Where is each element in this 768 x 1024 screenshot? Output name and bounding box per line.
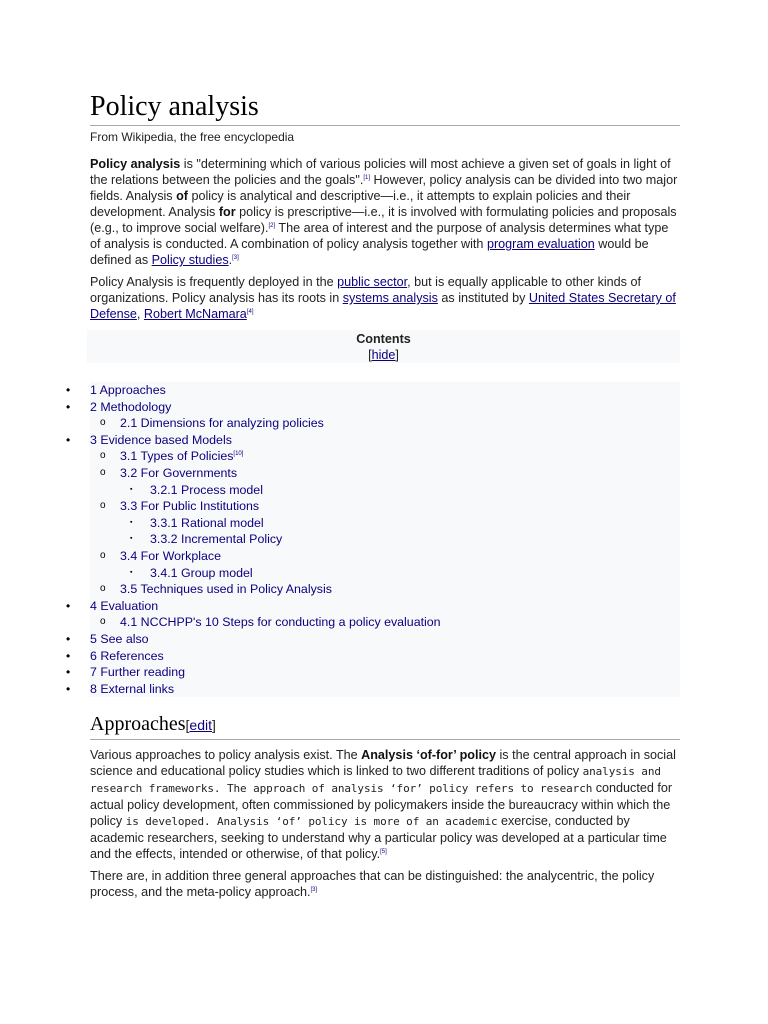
toc-list: [66, 382, 680, 697]
intro-paragraph-2: Policy Analysis is frequently deployed in the public sector, but is equally applicable to other kinds of organizations. Policy analysis has its roots in systems analysis as instituted by United States Secretary of Defense, Robert McNamara[4]: [90, 275, 676, 321]
toc-item[interactable]: • 2 Methodology: [66, 399, 172, 414]
reference-4[interactable]: [4]: [246, 308, 254, 315]
toc-item[interactable]: ▪ 3.3.2 Incremental Policy: [130, 532, 283, 547]
toc-item[interactable]: • 7 Further reading: [66, 665, 186, 680]
toc-title: Contents: [356, 332, 411, 346]
link-program-evaluation[interactable]: program evaluation: [486, 237, 595, 251]
toc-item[interactable]: ▪ 3.2.1 Process model: [130, 482, 263, 497]
toc-item[interactable]: o 3.1 Types of Policies[10]: [100, 449, 244, 464]
toc-item[interactable]: • 8 External links: [66, 681, 175, 696]
approaches-paragraph-2: There are, in addition three general approaches that can be distinguished: the analycentric, the policy process, and the meta-policy approach.[3]: [90, 869, 655, 899]
approaches-paragraph-1: Various approaches to policy analysis exist. The Analysis ‘of-for’ policy is the central approach in social science and educational policy studies which is linked to two different traditions of policy analysis and research frameworks. The approach of analysis ‘for’ policy refers to research conducted for actual policy development, often commissioned by policymakers inside the bureaucracy within which the policy is developed. Analysis ‘of’ policy is more of an academic exercise, conducted by academic researchers, seeking to understand why a particular policy was developed at a particular time and the effects, intended or otherwise, of that policy.[5]: [90, 748, 676, 861]
toc-item[interactable]: ▪ 3.3.1 Rational model: [130, 515, 264, 530]
toc-item[interactable]: • 4 Evaluation: [66, 598, 159, 613]
link-secretary-of-defense[interactable]: United States Secretary of Defense: [90, 291, 676, 321]
reference-2[interactable]: [2]: [268, 222, 276, 229]
intro-paragraph-1: Policy analysis is "determining which of various policies will most achieve a given set of goals in light of the relations between the policies and the goals".[1] However, policy analysis can be divided into two major fields. Analysis of policy is analytical and descriptive—i.e., it attempts to explain policies and their development. Analysis for policy is prescriptive—i.e., it is involved with formulating policies and proposals (e.g., to improve social welfare).[2] The area of interest and the purpose of analysis determines what type of analysis is conducted. A combination of policy analysis together with program evaluation would be defined as Policy studies.[3]: [90, 157, 678, 267]
toc-item[interactable]: • 6 References: [66, 648, 164, 663]
toc-item[interactable]: o 3.5 Techniques used in Policy Analysis: [100, 582, 332, 597]
reference-1[interactable]: [1]: [363, 174, 370, 181]
approaches-section: [90, 712, 680, 906]
toc-header: [87, 330, 680, 363]
link-systems-analysis[interactable]: systems analysis: [342, 291, 438, 305]
toc-item[interactable]: o 4.1 NCCHPP's 10 Steps for conducting a policy evaluation: [100, 615, 441, 630]
link-public-sector[interactable]: public sector: [337, 275, 408, 289]
toc-hide-link[interactable]: hide: [371, 348, 396, 362]
article-body: [66, 90, 680, 899]
toc-item[interactable]: • 5 See also: [66, 631, 149, 646]
reference-3b[interactable]: [3]: [310, 886, 318, 893]
edit-section-link[interactable]: [edit]: [185, 717, 216, 733]
link-policy-studies[interactable]: Policy studies: [151, 253, 229, 267]
link-robert-mcnamara[interactable]: Robert McNamara: [143, 307, 247, 321]
toc-item[interactable]: o 3.4 For Workplace: [100, 548, 222, 563]
reference-3[interactable]: [3]: [232, 254, 239, 261]
toc-item[interactable]: o 3.3 For Public Institutions: [100, 499, 260, 514]
reference-5[interactable]: [5]: [380, 848, 387, 855]
toc-item[interactable]: ▪ 3.4.1 Group model: [130, 565, 253, 580]
toc-item[interactable]: o 2.1 Dimensions for analyzing policies: [100, 416, 324, 431]
toc-item[interactable]: • 3 Evidence based Models: [66, 432, 232, 447]
tagline: From Wikipedia, the free encyclopedia: [90, 130, 295, 144]
toc-hide-toggle[interactable]: [hide]: [368, 348, 399, 362]
section-heading-approaches: Approaches[edit]: [90, 712, 680, 740]
toc-item[interactable]: o 3.2 For Governments: [100, 465, 238, 480]
bold-term: Policy analysis: [90, 157, 181, 171]
page-title: Policy analysis: [90, 90, 680, 126]
toc-item[interactable]: • 1 Approaches: [66, 383, 166, 397]
